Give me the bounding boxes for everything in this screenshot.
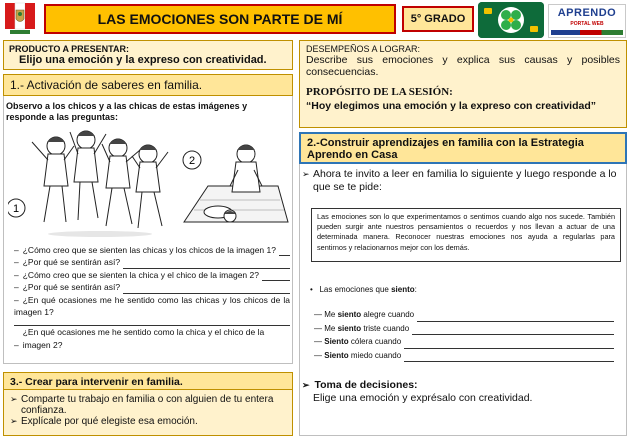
activacion-heading-text: 1.- Activación de saberes en familia. [10,78,203,92]
arrow-bullet-icon: ➢ [302,380,310,390]
producto-value: Elijo una emoción y la expreso con creatividad. [19,54,267,66]
crear-heading [3,372,293,390]
bullet-dot-icon: • [310,285,313,294]
crear-bullet [10,416,286,427]
emotion-bold: Siento [324,337,349,347]
question-text: ¿Por qué se sentirán así? [22,282,121,293]
producto-label: PRODUCTO A PRESENTAR: [9,44,130,54]
emotions-label: • Las emociones que siento: [310,285,417,294]
question-text: ¿Cómo creo que se sienten la chica y el chico de la imagen 2? [22,269,259,280]
question-text: ¿Cómo creo que se sienten las chicas y los chicos de la imagen 1? [22,245,276,255]
crear-bullet [10,394,286,416]
aprendo-logo-subtitle: PORTAL WEB [570,21,604,27]
emotions-bold: siento [391,285,415,294]
page-title [44,4,396,34]
proposito-value: “Hoy elegimos una emoción y la expreso con creatividad” [306,100,597,112]
construir-heading-text: 2.-Construir aprendizajes en familia con la Estrategia Aprendo en Casa [307,137,584,161]
question-item: – ¿Por qué se sentirán así? [14,281,290,293]
institution-logo [4,2,36,36]
question-item: – ¿En qué ocasiones me he sentido como las chicas y los chicos de la imagen 1? [14,294,290,327]
toma-decisiones [302,379,624,405]
answer-line[interactable] [14,318,290,326]
arrow-bullet-icon: ➢ [10,416,18,426]
desempenos-label: DESEMPEÑOS A LOGRAR: [306,44,421,54]
answer-line[interactable] [262,273,290,281]
toma-title [302,379,624,392]
image-1-label: 1 [12,203,20,215]
toma-title-text: Toma de decisiones: [314,379,418,391]
image-2-label: 2 [188,155,196,167]
aprendo-logo-stripe [551,30,623,35]
desempenos-box [299,40,627,128]
emotion-line: — Me siento alegre cuando [314,308,614,322]
grade-badge [402,6,474,32]
emotion-line: — Siento miedo cuando [314,349,614,363]
children-illustration [8,126,290,238]
question-item: – ¿Por qué se sentirán así? [14,256,290,268]
crear-bullet-text: Comparte tu trabajo en familia o con alguien de tu entera confianza. [21,394,274,416]
emotions-prefix: Las emociones que [319,285,389,294]
answer-line[interactable] [279,248,290,256]
answer-line[interactable] [412,327,614,335]
grade-text: 5° GRADO [410,13,466,25]
question-item: – ¿Cómo creo que se sienten la chica y el chico de la imagen 2? [14,269,290,281]
producto-box [3,40,293,70]
emotion-lines [314,308,614,362]
proposito-label: PROPÓSITO DE LA SESIÓN: [306,86,453,98]
shield-icon [4,2,36,36]
construir-invite-text: Ahora te invito a leer en familia lo siguiente y luego responde a lo que se te pide: [313,168,617,193]
question-text: ¿Por qué se sentirán así? [22,257,121,268]
emotion-line: — Me siento triste cuando [314,322,614,336]
arrow-bullet-icon: ➢ [10,394,18,404]
reading-textbox [311,208,621,262]
answer-line[interactable] [123,261,290,269]
question-text: ¿En qué ocasiones me he sentido como las chicas y los chicos de la imagen 1? [14,294,290,318]
aprendo-logo-title: APRENDO [557,7,617,19]
question-item: – ¿En qué ocasiones me he sentido como la chica y el chico de la imagen 2? [14,326,290,351]
clover-logo [478,2,544,38]
crear-body [3,390,293,436]
activacion-questions [14,244,290,351]
aprendo-logo [548,4,626,38]
answer-line[interactable] [404,354,614,362]
answer-line[interactable] [123,286,290,294]
toma-value: Elige una emoción y exprésalo con creatividad. [313,392,533,404]
answer-line[interactable] [404,341,614,349]
answer-line[interactable] [417,314,614,322]
desempenos-text: Describe sus emociones y explica sus causas y posibles consecuencias. [306,54,620,78]
crear-bullet-text: Explícale por qué elegiste esa emoción. [21,416,198,427]
emotion-post: miedo cuando [350,350,402,360]
emotion-post: alegre cuando [363,310,415,319]
page-title-text: LAS EMOCIONES SON PARTE DE MÍ [97,11,343,27]
crear-heading-text: 3.- Crear para intervenir en familia. [10,376,183,388]
emotion-post: triste cuando [363,323,410,333]
construir-heading [299,132,627,164]
emotion-line: — Siento cólera cuando [314,335,614,349]
emotion-bold: Siento [324,350,349,360]
activacion-heading [3,74,293,96]
emotion-post: cólera cuando [350,337,402,347]
emotion-pre: Me [324,323,336,333]
emotion-pre: Me [324,310,336,319]
construir-invite [302,168,624,194]
question-text: ¿En qué ocasiones me he sentido como la chica y el chico de la imagen 2? [22,327,265,350]
reading-text: Las emociones son lo que experimentamos o sentimos cuando algo nos sucede. También pueden surgir ante nuestros pensamientos o recuerdos y nos llevan a actuar de una determinada manera. Reconocer nuestras emociones nos ayuda a regularlas para sentirnos y relacionarnos mejor con los demás. [317,212,615,252]
question-item: – ¿Cómo creo que se sienten las chicas y los chicos de la imagen 1? [14,244,290,256]
emotion-bold: siento [337,310,362,319]
arrow-bullet-icon: ➢ [302,169,310,179]
activacion-intro: Observo a los chicos y a las chicas de estas imágenes y responde a las preguntas: [6,101,248,122]
emotion-bold: siento [337,323,362,333]
clover-icon [478,2,544,38]
children-emotions-image [8,126,290,238]
